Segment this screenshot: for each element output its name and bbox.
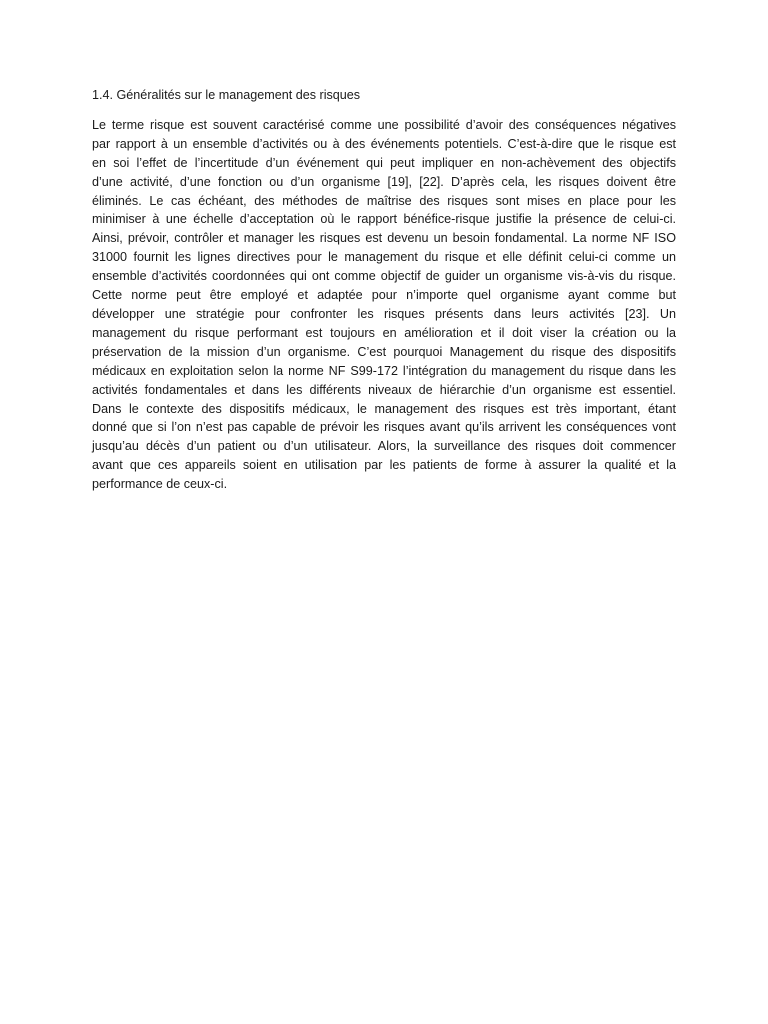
paragraph-line: Ainsi, prévoir, contrôler et manager les risques est devenu un besoin fondamental. La norme NF ISO (92, 231, 676, 246)
paragraph-line: Cette norme peut être employé et adaptée pour n’importe quel organisme ayant comme but (92, 288, 676, 303)
paragraph-line: performance de ceux-ci. (92, 477, 228, 492)
section-paragraph (92, 116, 676, 494)
paragraph-line: activités fondamentales et dans les différents niveaux de hiérarchie d’un organisme est essentiel. (92, 382, 676, 397)
paragraph-line: avant que ces appareils soient en utilisation par les patients de forme à assurer la qualité et la (92, 458, 676, 473)
paragraph-line: développer une stratégie pour confronter les risques présents dans leurs activités [23]. Un (92, 306, 676, 321)
document-body (92, 86, 676, 494)
section-heading: 1.4. Généralités sur le management des risques (92, 88, 361, 102)
paragraph-line: par rapport à un ensemble d’activités ou à des événements potentiels. C’est-à-dire que le risque est (92, 136, 676, 151)
paragraph-line: en soi l’effet de l’incertitude d’un événement qui peut impliquer en non-achèvement des objectifs (92, 155, 676, 170)
paragraph-line: Dans le contexte des dispositifs médicaux, le management des risques est très important, étant (92, 401, 676, 416)
paragraph-line: ensemble d’activités coordonnées qui ont comme objectif de guider un organisme vis-à-vis du risque. (92, 269, 676, 284)
paragraph-line: préservation de la mission d’un organisme. C’est pourquoi Management du risque des dispositifs (92, 344, 676, 359)
paragraph-line: d’une activité, d’une fonction ou d’un organisme [19], [22]. D’après cela, les risques doivent être (92, 174, 676, 189)
paragraph-line: minimiser à une échelle d’acceptation où le rapport bénéfice-risque justifie la présence de celui-ci. (92, 212, 676, 227)
paragraph-line: 31000 fournit les lignes directives pour le management du risque et elle définit celui-ci comme un (92, 250, 676, 265)
paragraph-line: éliminés. Le cas échéant, des méthodes de maîtrise des risques sont mises en place pour les (92, 193, 676, 208)
paragraph-line: Le terme risque est souvent caractérisé comme une possibilité d’avoir des conséquences négatives (92, 117, 676, 132)
paragraph-line: donné que si l’on n’est pas capable de prévoir les risques avant qu’ils arrivent les conséquences vont (92, 420, 676, 435)
paragraph-line: management du risque performant est toujours en amélioration et il doit viser la création ou la (92, 325, 676, 340)
paragraph-line: jusqu’au décès d’un patient ou d’un utilisateur. Alors, la surveillance des risques doit commencer (92, 439, 676, 454)
paragraph-line: médicaux en exploitation selon la norme NF S99-172 l’intégration du management du risque dans les (92, 363, 676, 378)
